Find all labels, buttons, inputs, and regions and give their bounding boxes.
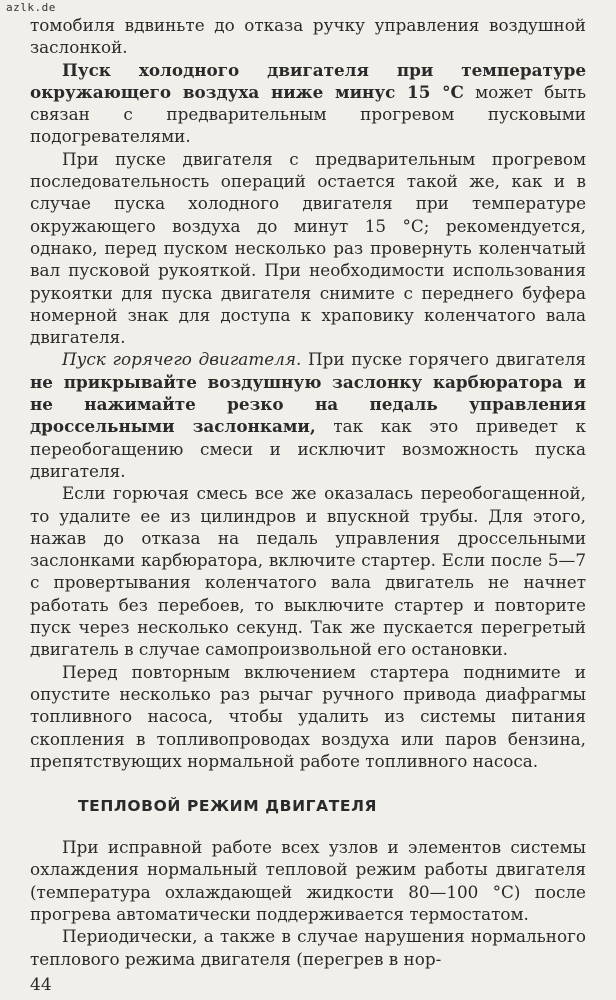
hot-start-text: При пуске горячего двигателя xyxy=(301,349,586,370)
paragraph-hot-start xyxy=(30,348,586,482)
paragraph-preheat-start: При пуске двигателя с предварительным прогревом последовательность операций остается такой же, как и в случае пуска холодного двигателя при температуре окружающего воздуха до минут 15 °С; рекомендуется, однако, перед пуском несколько раз провернуть коленчатый вал пусковой рукояткой. При необходимости использования рукоятки для пуска двигателя снимите с переднего буфера номерной знак для доступа к храповику коленчатого вала двигателя. xyxy=(30,148,586,348)
hot-start-text-end: так как это приведет к переобогащению смеси и исключит возможность пуска двигателя. xyxy=(30,416,586,481)
paragraph-cold-start xyxy=(30,59,586,148)
paragraph-overrich-mixture: Если горючая смесь все же оказалась переобогащенной, то удалите ее из цилиндров и впускной трубы. Для этого, нажав до отказа на педаль управления дроссельными заслонками карбюратора, включите стартер. Если после 5—7 с провертывания коленчатого вала двигатель не начнет работать без перебоев, то выключите стартер и повторите пуск через несколько секунд. Так же пускается перегретый двигатель в случае самопроизвольной его остановки. xyxy=(30,483,586,660)
paragraph-continued: томобиля вдвиньте до отказа ручку управления воздушной заслонкой. xyxy=(30,15,586,58)
paragraph-periodic: Периодически, а также в случае нарушения нормального теплового режима двигателя (перегрев в нор- xyxy=(30,926,586,969)
section-heading: ТЕПЛОВОЙ РЕЖИМ ДВИГАТЕЛЯ xyxy=(78,797,378,816)
paragraph-restart: Перед повторным включением стартера поднимите и опустите несколько раз рычаг ручного привода диафрагмы топливного насоса, чтобы удалить из системы питания скопления в топливопроводах воздуха или паров бензина, препятствующих нормальной работе топливного насоса. xyxy=(30,661,586,771)
paragraph-thermal-mode: При исправной работе всех узлов и элементов системы охлаждения нормальный тепловой режим работы двигателя (температура охлаждающей жидкости 80—100 °С) после прогрева автоматически поддерживается термостатом. xyxy=(30,837,586,924)
cold-start-emphasis: Пуск холодного двигателя при температуре окружающего воздуха ниже минус 15 °С xyxy=(30,59,586,102)
cold-start-text: может быть связан с предварительным прогревом пусковыми подогревателями. xyxy=(30,81,587,147)
site-watermark: azlk.de xyxy=(6,1,56,14)
hot-start-title: Пуск горячего двигателя. xyxy=(62,349,302,370)
page-number: 44 xyxy=(30,975,52,995)
hot-start-warning: не прикрывайте воздушную заслонку карбюратора и не нажимайте резко на педаль управления дроссельными заслонками, xyxy=(30,371,586,437)
page-body xyxy=(30,14,586,970)
